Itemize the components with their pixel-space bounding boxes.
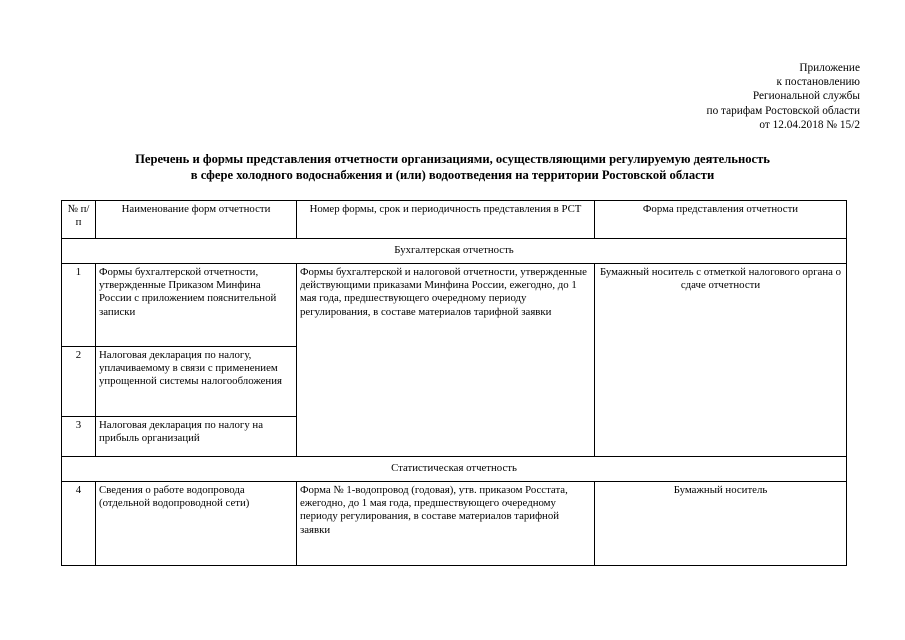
row-name: Налоговая декларация по налогу на прибыль организаций	[96, 417, 297, 457]
appendix-block	[707, 61, 860, 132]
row-name: Формы бухгалтерской отчетности, утвержденные Приказом Минфина России с приложением пояснительной записки	[96, 264, 297, 347]
row-presentation: Бумажный носитель	[595, 482, 847, 566]
row-num: 2	[62, 347, 96, 417]
header-presentation: Форма представления отчетности	[595, 201, 847, 239]
section-title: Статистическая отчетность	[62, 457, 847, 482]
title-line: Перечень и формы представления отчетности организациями, осуществляющими регулируемую деятельность	[135, 152, 770, 166]
appendix-line: Региональной службы	[752, 90, 860, 103]
header-num: № п/п	[62, 201, 96, 239]
row-name: Налоговая декларация по налогу, уплачиваемому в связи с применением упрощенной системы налогообложения	[96, 347, 297, 417]
section-row	[62, 239, 847, 264]
table-row	[62, 482, 847, 566]
appendix-line: к постановлению	[776, 76, 860, 89]
header-row	[62, 201, 847, 239]
reporting-table	[61, 200, 847, 566]
row-form: Формы бухгалтерской и налоговой отчетности, утвержденные действующими приказами Минфина России, ежегодно, до 1 мая года, предшествующего очередному периоду регулирования, в составе материалов тарифной заявки	[297, 264, 595, 457]
row-name: Сведения о работе водопровода (отдельной водопроводной сети)	[96, 482, 297, 566]
row-form: Форма № 1-водопровод (годовая), утв. приказом Росстата, ежегодно, до 1 мая года, предшествующего очередному периоду регулирования, в составе материалов тарифной заявки	[297, 482, 595, 566]
section-title: Бухгалтерская отчетность	[62, 239, 847, 264]
header-form: Номер формы, срок и периодичность представления в РСТ	[297, 201, 595, 239]
row-presentation: Бумажный носитель с отметкой налогового органа о сдаче отчетности	[595, 264, 847, 457]
section-row	[62, 457, 847, 482]
row-num: 1	[62, 264, 96, 347]
appendix-line: по тарифам Ростовской области	[706, 104, 860, 117]
table-row	[62, 264, 847, 347]
row-num: 4	[62, 482, 96, 566]
row-num: 3	[62, 417, 96, 457]
appendix-line: Приложение	[799, 62, 860, 74]
appendix-line: от 12.04.2018 № 15/2	[759, 118, 860, 131]
title-line: в сфере холодного водоснабжения и (или) водоотведения на территории Ростовской области	[190, 167, 715, 182]
document-title	[0, 152, 905, 183]
header-name: Наименование форм отчетности	[96, 201, 297, 239]
